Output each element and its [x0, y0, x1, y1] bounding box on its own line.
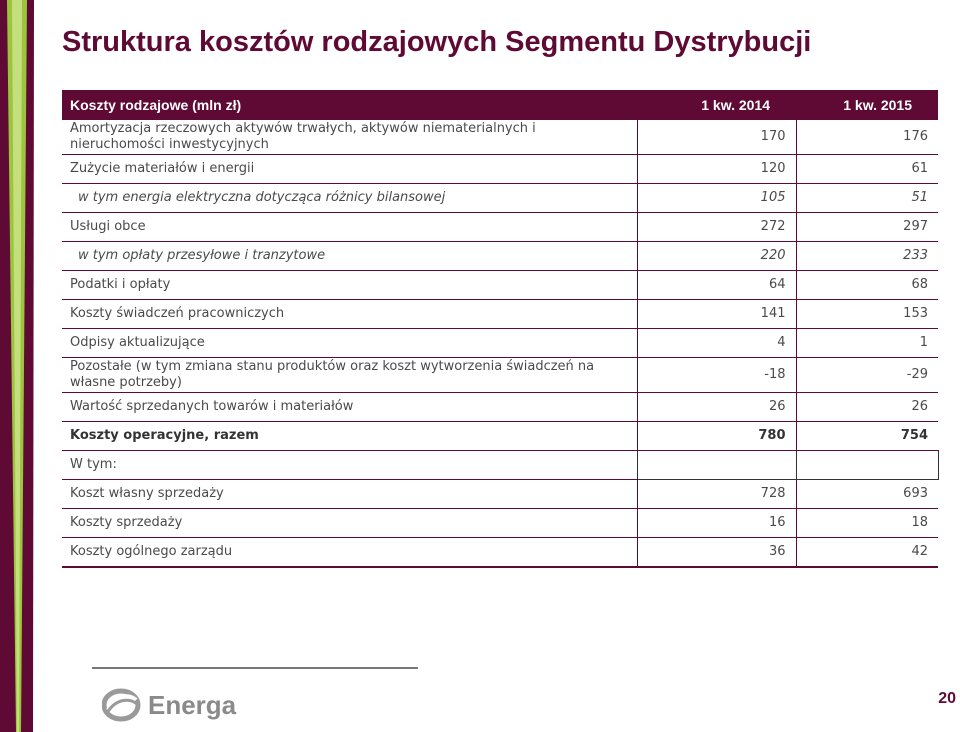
value-2014: 170: [637, 120, 796, 155]
value-2014: 272: [637, 213, 796, 242]
table-row: [62, 155, 938, 184]
value-2015: 693: [796, 480, 938, 509]
table-row: [62, 329, 938, 358]
row-label: Usługi obce: [62, 213, 637, 242]
table-row: [62, 120, 938, 155]
value-2014: 780: [637, 422, 796, 451]
row-label: Koszty sprzedaży: [62, 509, 637, 538]
value-2015: -29: [796, 358, 938, 393]
row-label: Koszty świadczeń pracowniczych: [62, 300, 637, 329]
value-2015: 297: [796, 213, 938, 242]
table-row: [62, 480, 938, 509]
value-2014: 4: [637, 329, 796, 358]
page-number: 20: [938, 690, 956, 707]
header-q1-2014: 1 kw. 2014: [637, 90, 796, 120]
value-2015: 51: [796, 184, 938, 213]
value-2014: 141: [637, 300, 796, 329]
value-2015: 26: [796, 393, 938, 422]
logo-wordmark: Energa: [148, 690, 237, 720]
table-row: [62, 393, 938, 422]
row-label: Wartość sprzedanych towarów i materiałów: [62, 393, 637, 422]
table-row: [62, 451, 938, 480]
value-2014: 220: [637, 242, 796, 271]
value-2015: 233: [796, 242, 938, 271]
table-row: [62, 242, 938, 271]
value-2014: 120: [637, 155, 796, 184]
value-2015: 42: [796, 538, 938, 568]
value-2014: 728: [637, 480, 796, 509]
table-row: [62, 538, 938, 568]
table-row: [62, 300, 938, 329]
value-2015: 61: [796, 155, 938, 184]
page-title: Struktura kosztów rodzajowych Segmentu Dystrybucji: [62, 26, 812, 58]
row-label: Odpisy aktualizujące: [62, 329, 637, 358]
header-category: Koszty rodzajowe (mln zł): [62, 90, 637, 120]
value-2015: 18: [796, 509, 938, 538]
table-row: [62, 509, 938, 538]
table-row-total: [62, 422, 938, 451]
value-2015: 176: [796, 120, 938, 155]
row-label: Koszty operacyjne, razem: [62, 422, 637, 451]
value-2015: [796, 451, 938, 480]
row-label: w tym opłaty przesyłowe i tranzytowe: [62, 242, 637, 271]
value-2014: 16: [637, 509, 796, 538]
row-label: Koszty ogólnego zarządu: [62, 538, 637, 568]
value-2014: 105: [637, 184, 796, 213]
value-2015: 1: [796, 329, 938, 358]
row-label: Amortyzacja rzeczowych aktywów trwałych, aktywów niematerialnych i nieruchomości inwestycyjnych: [62, 120, 637, 155]
value-2014: 64: [637, 271, 796, 300]
value-2015: 153: [796, 300, 938, 329]
table-row: [62, 213, 938, 242]
table-row: [62, 184, 938, 213]
row-label: W tym:: [62, 451, 637, 480]
cost-structure-table: [62, 90, 939, 568]
table-row: [62, 271, 938, 300]
value-2014: 26: [637, 393, 796, 422]
header-q1-2015: 1 kw. 2015: [796, 90, 938, 120]
value-2014: 36: [637, 538, 796, 568]
side-decoration: [0, 0, 60, 732]
row-label: Koszt własny sprzedaży: [62, 480, 637, 509]
table-header-row: [62, 90, 938, 120]
value-2015: 68: [796, 271, 938, 300]
value-2014: -18: [637, 358, 796, 393]
row-label: Pozostałe (w tym zmiana stanu produktów oraz koszt wytworzenia świadczeń na własne potrzeby): [62, 358, 637, 393]
row-label: Podatki i opłaty: [62, 271, 637, 300]
row-label: w tym energia elektryczna dotycząca różnicy bilansowej: [62, 184, 637, 213]
table-row: [62, 358, 938, 393]
value-2015: 754: [796, 422, 938, 451]
value-2014: [637, 451, 796, 480]
footer-divider: [92, 667, 418, 669]
row-label: Zużycie materiałów i energii: [62, 155, 637, 184]
